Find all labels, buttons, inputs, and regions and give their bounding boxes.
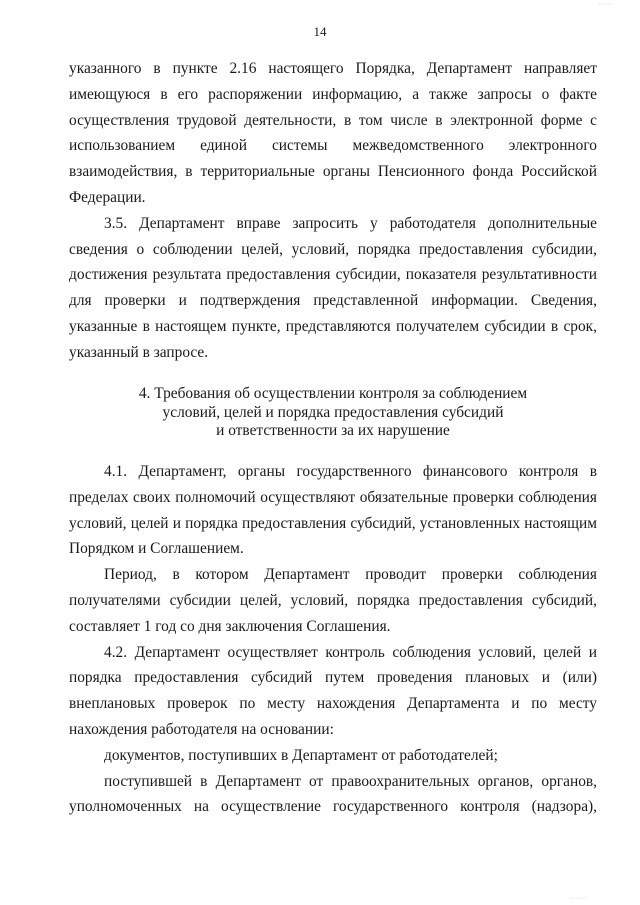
paragraph-4-1: 4.1. Департамент, органы государственного финансового контроля в пределах своих полномочий осуществляют обязательные проверки соблюдения условий, целей и порядка предоставления субсидий, установленных настоящим Порядком и Соглашением. [69, 463, 597, 558]
scan-mark-top-right: ····· [598, 2, 613, 8]
paragraph-4-2: 4.2. Департамент осуществляет контроль соблюдения условий, целей и порядка предоставления субсидий путем проведения плановых и (или) внеплановых проверок по месту нахождения Департамента и по месту нахождения работодателя на основании: [69, 643, 597, 738]
section-3-text [69, 56, 597, 366]
heading-line-3: и ответственности за их нарушение [216, 422, 450, 439]
page-number: 14 [313, 24, 327, 39]
paragraph-received: поступившей в Департамент от правоохранительных органов, органов, уполномоченных на осуществление государственного контроля (надзора), [69, 772, 597, 816]
paragraph-3-5: 3.5. Департамент вправе запросить у работодателя дополнительные сведения о соблюдении целей, условий, порядка предоставления субсидии, достижения результата предоставления субсидии, показателя результативности для проверки и подтверждения представленной информации. Сведения, указанные в настоящем пункте, представляются получателем субсидии в срок, указанный в запросе. [69, 214, 597, 361]
paragraph-period: Период, в котором Департамент проводит проверки соблюдения получателями субсидии целей, условий, порядка предоставления субсидий, составляет 1 год со дня заключения Соглашения. [69, 566, 597, 635]
scan-mark-bottom-right: ······ [570, 896, 588, 902]
paragraph-continuation: указанного в пункте 2.16 настоящего Порядка, Департамент направляет имеющуюся в его распоряжении информацию, а также запросы о факте осуществления трудовой деятельности, в том числе в электронной форме с использованием единой системы межведомственного электронного взаимодействия, в территориальные органы Пенсионного фонда Российской Федерации. [69, 60, 597, 206]
section-4-heading [69, 385, 597, 441]
section-4-text [69, 459, 597, 820]
heading-line-2: условий, целей и порядка предоставления субсидий [162, 403, 504, 421]
paragraph-documents: документов, поступивших в Департамент от работодателей; [104, 746, 498, 764]
heading-line-1: 4. Требования об осуществлении контроля за соблюдением [138, 385, 528, 402]
